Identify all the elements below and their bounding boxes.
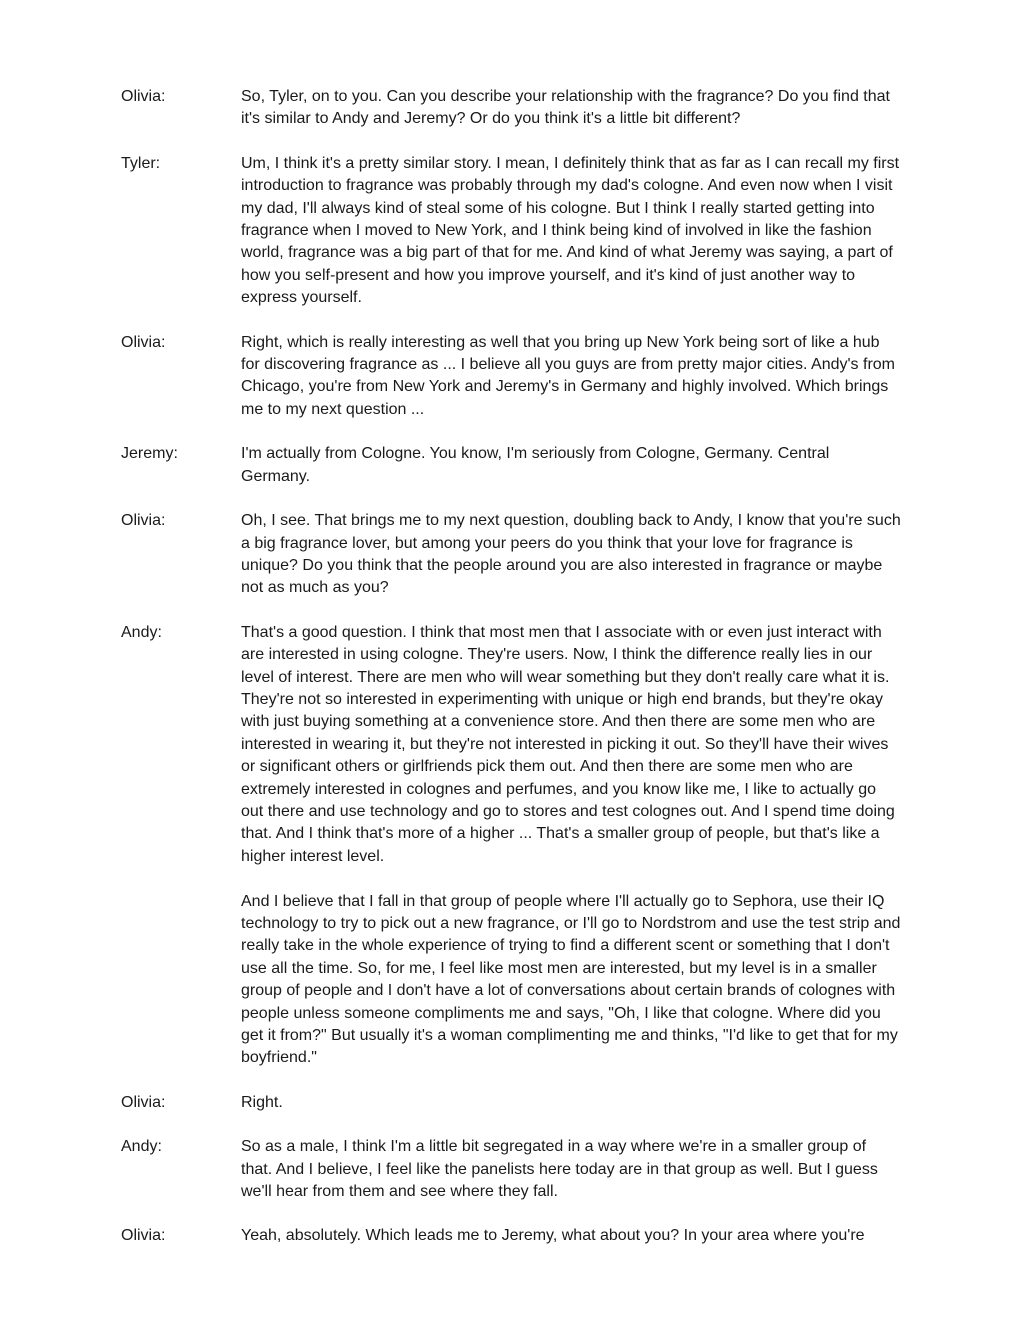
turn-content (241, 86, 901, 131)
turn-paragraph: Right. (241, 1093, 283, 1111)
transcript-turn (121, 153, 911, 310)
speaker-name: Andy: (121, 623, 162, 641)
turn-content (241, 510, 901, 600)
turn-paragraph: Oh, I see. That brings me to my next question, doubling back to Andy, I know that you're such a big fragrance lover, but among your peers do you think that your love for fragrance is unique? Do you think that the people around you are also interested in fragrance or maybe not as much as you? (241, 512, 901, 597)
transcript-turn (121, 622, 911, 1070)
turn-content (241, 443, 901, 488)
speaker-name: Olivia: (121, 88, 166, 105)
turn-content (241, 622, 901, 1070)
turn-content (241, 1092, 901, 1114)
transcript-turn (121, 443, 911, 488)
speaker-name: Olivia: (121, 1227, 166, 1245)
speaker-name: Olivia: (121, 512, 166, 530)
turn-content (241, 153, 901, 310)
turn-content (241, 1136, 901, 1203)
turn-paragraph: I'm actually from Cologne. You know, I'm seriously from Cologne, Germany. Central Germany. (241, 445, 830, 485)
turn-content (241, 332, 901, 422)
speaker-name: Jeremy: (121, 445, 178, 463)
turn-paragraph: So, Tyler, on to you. Can you describe your relationship with the fragrance? Do you find that it's similar to Andy and Jeremy? Or do you think it's a little bit different? (241, 88, 890, 128)
transcript-turn (121, 1136, 911, 1203)
turn-paragraph: That's a good question. I think that most men that I associate with or even just interact with are interested in using cologne. They're users. Now, I think the difference really lies in our level of interest. There are men who will wear something but they don't really care what it is. They're not so interested in experimenting with unique or high end brands, but they're okay with just buying something at a convenience store. And then there are some men who are interested in wearing it, but they're not interested in picking it out. So they'll have their wives or significant others or girlfriends pick them out. And then there are some men who are extremely interested in colognes and perfumes, and you know like me, I like to actually go out there and use technology and go to stores and test colognes out. And I spend time doing that. And I think that's more of a higher ... That's a smaller group of people, but that's like a higher interest level. (241, 623, 895, 865)
turn-paragraph: And I believe that I fall in that group of people where I'll actually go to Sephora, use their IQ technology to try to pick out a new fragrance, or I'll go to Nordstrom and use the test strip and really take in the whole experience of trying to find a different scent or something that I don't use all the time. So, for me, I feel like most men are interested, but my level is in a smaller group of people and I don't have a lot of conversations about certain brands of colognes with people unless someone compliments me and says, "Oh, I like that cologne. Where did you get it from?" But usually it's a woman complimenting me and thinks, "I'd like to get that for my boyfriend." (241, 892, 901, 1067)
turn-paragraph: Yeah, absolutely. Which leads me to Jeremy, what about you? In your area where you're (241, 1227, 865, 1245)
transcript-turn (121, 1225, 911, 1247)
transcript-turn (121, 86, 911, 131)
turn-paragraph: Right, which is really interesting as well that you bring up New York being sort of like a hub for discovering fragrance as ... I believe all you guys are from pretty major cities. Andy's from Chicago, you're from New York and Jeremy's in Germany and highly involved. Which brings me to my next question ... (241, 333, 895, 418)
speaker-name: Andy: (121, 1138, 162, 1156)
turn-content (241, 1225, 901, 1247)
turn-paragraph: So as a male, I think I'm a little bit segregated in a way where we're in a smaller group of that. And I believe, I feel like the panelists here today are in that group as well. But I guess we'll hear from them and see where they fall. (241, 1138, 878, 1201)
turn-paragraph: Um, I think it's a pretty similar story. I mean, I definitely think that as far as I can recall my first introduction to fragrance was probably through my dad's cologne. And even now when I visit my dad, I'll always kind of steal some of his cologne. But I think I really started getting into fragrance when I moved to New York, and I think being kind of involved in like the fashion world, fragrance was a big part of that for me. And kind of what Jeremy was saying, a part of how you self-present and how you improve yourself, and it's kind of just another way to express yourself. (241, 154, 900, 307)
speaker-name: Olivia: (121, 1093, 166, 1111)
transcript-turn (121, 332, 911, 422)
speaker-name: Tyler: (121, 154, 161, 172)
transcript-turn (121, 510, 911, 600)
transcript-turn (121, 1092, 911, 1114)
speaker-name: Olivia: (121, 333, 166, 351)
transcript (121, 86, 911, 1270)
